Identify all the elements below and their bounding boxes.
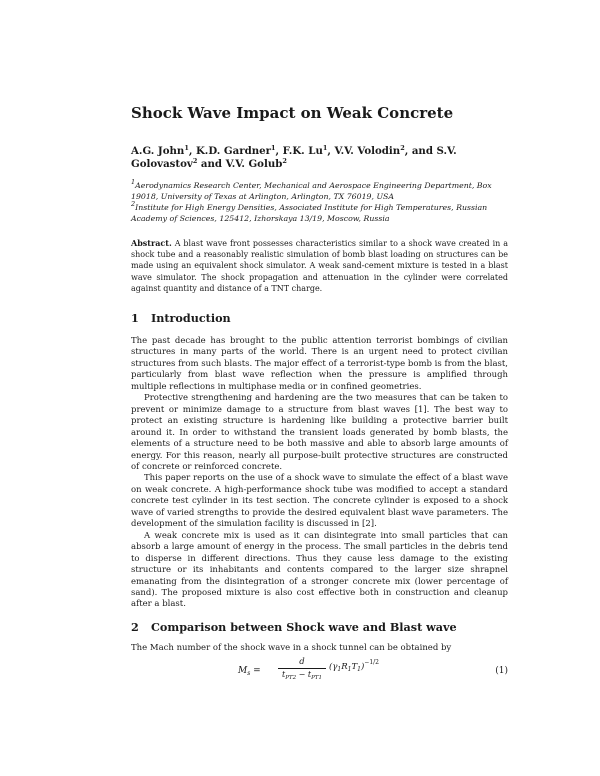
equation-fraction <box>278 657 326 684</box>
author-list <box>131 145 508 171</box>
section-title: Comparison between Shock wave and Blast wave <box>151 620 457 634</box>
paragraph: The Mach number of the shock wave in a shock tunnel can be obtained by <box>131 643 452 653</box>
author-affiliation-mark: 2 <box>192 157 198 165</box>
section-body <box>131 336 508 611</box>
affiliation-text: Aerodynamics Research Center, Mechanical and Aerospace Engineering Department, Box 19018, University of Texas at Arlington, Arlington, TX 76019, USA <box>131 181 492 201</box>
paper-title: Shock Wave Impact on Weak Concrete <box>131 104 454 122</box>
author-affiliation-mark: 2 <box>282 157 287 165</box>
author-affiliation-mark: 1 <box>270 144 276 152</box>
author-affiliation-mark: 2 <box>400 144 405 152</box>
affiliation-text: Institute for High Energy Densities, Associated Institute for High Temperatures, Russian Academy of Sciences, 125412, Izhorskaya 13/19, Moscow, Russia <box>131 203 488 223</box>
affiliation <box>131 200 508 224</box>
equation-subscript: 1 <box>337 666 342 673</box>
section-body <box>131 643 508 654</box>
equation-symbol: t <box>307 670 312 679</box>
equation-subscript: 1 <box>347 666 352 673</box>
affiliation-mark: 2 <box>131 200 136 208</box>
section-title: Introduction <box>151 311 231 325</box>
equation-operator: − <box>296 670 308 679</box>
equation-numerator: d <box>299 657 305 667</box>
author-separator: , <box>327 145 335 157</box>
paragraph: The past decade has brought to the public attention terrorist bombings of civilian structures in many parts of the world. There is an urgent need to protect civilian structures from such blasts. The major effect of a terrorist-type bomb is from the blast, particularly from blast wave reflection when the pressure is amplified through multiple reflections in multiphase media or in confined geometries. <box>131 336 508 392</box>
author-separator: , <box>275 145 283 157</box>
equation-subscript: PT1 <box>311 675 322 681</box>
author-affiliation-mark: 1 <box>322 144 328 152</box>
section-number: 2 <box>131 620 139 634</box>
abstract-text: A blast wave front possesses characteristics similar to a shock wave created in a shock tube and a reasonably realistic simulation of bomb blast loading on structures can be made using an equivalent shock simulator. A weak sand-cement mixture is tested in a blast wave simulator. The shock propagation and attenuation in the cylinder were correlated against quantity and distance of a TNT charge. <box>131 239 509 293</box>
equation-denominator <box>278 669 326 684</box>
equation-lhs <box>238 666 261 677</box>
author-separator: , and <box>404 145 437 157</box>
equation-equals: = <box>250 666 261 676</box>
abstract <box>131 238 508 294</box>
abstract-label: Abstract. <box>131 238 172 248</box>
author: A.G. John <box>131 145 185 157</box>
equation-number: (1) <box>495 666 508 676</box>
paragraph: This paper reports on the use of a shock wave to simulate the effect of a blast wave on weak concrete. A high-performance shock tube was modified to accept a standard concrete test cylinder in its test section. The concrete cylinder is exposed to a shock wave of varied strengths to provide the desired equivalent blast wave parameters. The development of the simulation facility is discussed in [2]. <box>131 473 508 530</box>
author: K.D. Gardner <box>195 145 271 157</box>
equation-symbol: T <box>351 662 358 672</box>
equation-symbol: ) <box>360 662 365 672</box>
affiliation <box>131 178 508 202</box>
author: F.K. Lu <box>282 145 323 157</box>
equation-symbol: M <box>238 666 248 676</box>
section-number: 1 <box>131 311 139 325</box>
equation-symbol: t <box>282 670 286 679</box>
section-heading <box>131 311 508 325</box>
equation <box>131 657 508 687</box>
affiliation-mark: 1 <box>131 178 136 186</box>
section-heading <box>131 620 508 634</box>
author: and V.V. Golub <box>200 158 283 170</box>
affiliations <box>131 178 508 224</box>
paragraph: Protective strengthening and hardening are the two measures that can be taken to prevent or minimize damage to a structure from blast waves [1]. The best way to protect an existing structure is hardening like building a protective barrier built around it. In order to withstand the transient loads generated by bomb blasts, the elements of a structure need to be both massive and able to absorb large amounts of energy. For this reason, nearly all purpose-built protective structures are constructed of concrete or reinforced concrete. <box>131 393 508 472</box>
equation-symbol: (γ <box>329 662 338 672</box>
equation-rhs <box>329 659 379 673</box>
equation-exponent: −1/2 <box>364 659 379 666</box>
author-affiliation-mark: 1 <box>184 144 189 152</box>
equation-symbol: R <box>341 662 348 672</box>
paragraph: A weak concrete mix is used as it can disintegrate into small particles that can absorb a large amount of energy in the process. The small particles in the debris tend to disperse in different directions. Thus they cause less damage to the existing structure or its inhabitants and contents compared to the larger size shrapnel emanating from the disintegration of a stronger concrete mix (lower percentage of sand). The proposed mixture is also cost effective both in construction and cleanup after a blast. <box>131 530 508 610</box>
author-separator: , <box>188 145 196 157</box>
author: S.V. Golovastov <box>131 145 457 170</box>
author: V.V. Volodin <box>334 145 401 157</box>
equation-subscript: s <box>247 670 251 677</box>
equation-subscript: PT2 <box>285 675 297 681</box>
equation-subscript: 1 <box>357 666 361 673</box>
